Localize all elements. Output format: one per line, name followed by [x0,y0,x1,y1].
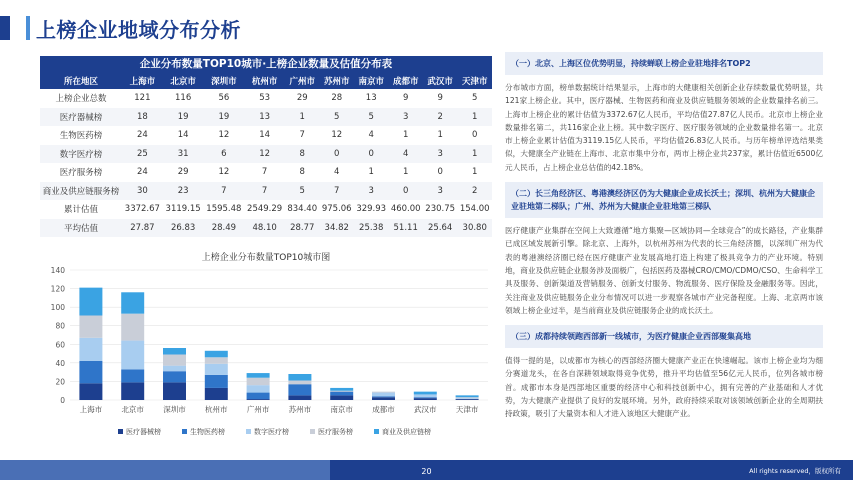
table-cell: 1 [423,126,457,145]
bar-segment [79,316,102,338]
table-cell: 28.77 [285,219,319,238]
x-tick-label: 成都市 [372,405,395,414]
bar-segment [247,393,270,400]
bar-segment [163,382,186,400]
table-cell: 24 [122,163,163,182]
table-cell: 3119.15 [163,200,204,219]
bar-segment [288,395,311,400]
table-cell: 4 [319,163,353,182]
section-2-body: 医疗健康产业集群在空间上大致遵循“地方集聚—区域协同—全球竞合”的成长路径，产业集群已成区域发展新引擎。除北京、上海外，以杭州苏州为代表的长三角经济圈，以深圳广州为代表的粤港澳经济圈已经在医疗健康产业发展高地打造上构建了极具竞争力的产业环境。特别地，商业及供应链企业服务涉及面极广，包括医药及器械CRO/CMO/CDMO/CSO、生命科学工具及服务、创新渠道及营销服务、创新支付服务、物流服务、医疗保险及金融服务等。因此，关注商业及供应链服务企业分布情况可以进一步观察各城市产业完备程度。上海、北京两市该领域上榜企业过半，是当前商业及供应链服务企业的成长沃土。 [505,226,823,315]
table-row-label: 数字医疗榜 [40,145,122,164]
x-tick-label: 北京市 [121,405,144,414]
table-row [40,108,492,127]
table-cell: 460.00 [388,200,422,219]
y-tick-label: 120 [50,284,65,294]
stacked-bar-chart [40,262,492,462]
section-3 [505,325,823,428]
bar-segment [288,374,311,381]
table-cell: 7 [319,182,353,201]
table-cell: 13 [244,108,285,127]
table-cell: 7 [244,163,285,182]
bar-segment [330,391,353,392]
legend-label: 商业及供应链榜 [382,428,431,436]
page-title: 上榜企业地域分布分析 [36,18,241,42]
bar-segment [456,398,479,399]
y-tick-label: 60 [55,340,65,350]
bar-segment [79,288,102,316]
table-row [40,163,492,182]
page-number: 20 [421,467,432,476]
table-cell: 0 [457,126,492,145]
bar-segment [288,381,311,385]
table-cell: 329.93 [354,200,388,219]
table-row-label: 商业及供应链服务榜 [40,182,122,201]
table-cell: 4 [354,126,388,145]
table-cell: 19 [204,108,245,127]
legend-swatch [118,429,123,434]
table-cell: 0 [423,163,457,182]
table-cell: 9 [423,89,457,108]
table-cell: 975.06 [319,200,353,219]
table-cell: 1 [388,126,422,145]
table-cell: 3 [423,145,457,164]
table-cell: 2 [457,182,492,201]
table-cell: 25.64 [423,219,457,238]
bar-segment [121,382,144,400]
bar-segment [205,357,228,364]
bar-segment [456,399,479,400]
bar-segment [205,364,228,375]
legend-swatch [310,429,315,434]
analysis-column [505,52,823,429]
table-cell: 13 [354,89,388,108]
table-cell: 5 [319,108,353,127]
section-1 [505,52,823,182]
legend-swatch [246,429,251,434]
bar-segment [372,392,395,393]
table-cell: 7 [285,126,319,145]
table-cell: 1595.48 [204,200,245,219]
x-tick-label: 武汉市 [414,405,437,414]
table-row-label: 生物医药榜 [40,126,122,145]
bar-segment [121,341,144,370]
table-cell: 834.40 [285,200,319,219]
bar-segment [330,388,353,391]
table-cell: 14 [244,126,285,145]
table-cell: 19 [163,108,204,127]
table-cell: 1 [354,163,388,182]
table-cell: 23 [163,182,204,201]
table-cell: 30 [122,182,163,201]
table-cell: 6 [204,145,245,164]
table-cell: 25 [122,145,163,164]
table-cell: 3 [423,182,457,201]
bar-segment [205,388,228,400]
table-cell: 5 [457,89,492,108]
table-header-city: 深圳市 [204,73,245,89]
table-cell: 34.82 [319,219,353,238]
bar-segment [163,371,186,382]
table-header-city: 杭州市 [244,73,285,89]
x-tick-label: 天津市 [455,405,479,414]
table-body [40,89,492,237]
table-row-label: 医疗器械榜 [40,108,122,127]
x-tick-label: 深圳市 [163,405,186,414]
table-header-city: 成都市 [388,73,422,89]
legend-label: 数字医疗榜 [254,428,289,436]
table-cell: 14 [163,126,204,145]
table-cell: 25.38 [354,219,388,238]
bar-segment [121,292,144,313]
table-header-city: 上海市 [122,73,163,89]
table-cell: 0 [319,145,353,164]
x-tick-label: 杭州市 [205,405,228,414]
table-cell: 48.10 [244,219,285,238]
table-cell: 4 [388,145,422,164]
table-title: 企业分布数量TOP10城市·上榜企业数量及估值分布表 [40,56,492,73]
table-cell: 7 [204,182,245,201]
table-cell: 24 [122,126,163,145]
table-cell: 8 [285,145,319,164]
bar-segment [247,378,270,385]
x-tick-label: 南京市 [330,405,353,414]
table-cell: 12 [204,126,245,145]
bar-segment [121,369,144,382]
title-bar-block [0,16,10,40]
bar-segment [456,397,479,398]
table-cell: 26.83 [163,219,204,238]
table-header-region: 所在地区 [40,73,122,89]
rights-notice: All rights reserved，版权所有 [749,467,841,475]
bar-segment [247,399,270,400]
bar-segment [414,392,437,395]
table-row [40,182,492,201]
table-cell: 3372.67 [122,200,163,219]
legend-label: 生物医药榜 [190,428,225,436]
table-row [40,89,492,108]
table-cell: 116 [163,89,204,108]
table-cell: 29 [163,163,204,182]
table-cell: 1 [388,163,422,182]
bar-segment [288,384,311,395]
table-header-city: 天津市 [457,73,492,89]
bar-segment [247,373,270,378]
table-row-label: 累计估值 [40,200,122,219]
bar-segment [372,396,395,397]
title-accent-bar [26,16,30,40]
table-cell: 1 [457,145,492,164]
bar-segment [163,366,186,372]
y-tick-label: 20 [55,377,65,387]
bar-segment [372,397,395,400]
bar-segment [79,361,102,383]
table-cell: 230.75 [423,200,457,219]
bar-segment [414,394,437,397]
bar-segment [414,398,437,400]
table-cell: 8 [285,163,319,182]
section-1-body: 分布城市方面，榜单数据统计结果显示，上海市的大健康相关创新企业存续数量优势明显，共121家上榜企业。其中，医疗器械、生物医药和商业及供应链服务领域的企业数量排名前三。上海市上榜企业的累计估值为3372.67亿人民币，平均估值27.87亿人民币。北京市上榜企业数量排名第二，共116家企业上榜。其中数字医疗、医疗服务领域的企业数量排名第一。北京市上榜企业累计估值为3119.15亿人民币，平均估值26.83亿人民币。与历年榜单评选结果类似，大健康全产业链在上海市、北京市集中分布，两市上榜企业共237家，累计估值近6500亿元人民币，占上榜企业总估值的42.18%。 [505,83,823,172]
bar-segment [456,395,479,397]
distribution-table-panel [40,56,492,237]
section-2 [505,182,823,325]
table-cell: 12 [319,126,353,145]
table-row-label: 平均估值 [40,219,122,238]
table-header-city: 广州市 [285,73,319,89]
bar-segment [79,383,102,400]
y-tick-label: 100 [50,303,65,313]
table-cell: 2549.29 [244,200,285,219]
table-row-label: 医疗服务榜 [40,163,122,182]
table-cell: 51.11 [388,219,422,238]
table-cell: 9 [388,89,422,108]
chart-title: 上榜企业分布数量TOP10城市图 [201,253,331,263]
table-header-city: 南京市 [354,73,388,89]
bar-segment [247,385,270,392]
legend-label: 医疗服务榜 [318,428,353,436]
table-cell: 0 [354,145,388,164]
table-cell: 28.49 [204,219,245,238]
y-tick-label: 140 [50,266,65,275]
bar-segment [330,392,353,396]
table-cell: 53 [244,89,285,108]
table-row [40,200,492,219]
table-cell: 5 [285,182,319,201]
table-header-row [40,73,492,89]
table-cell: 12 [204,163,245,182]
x-tick-label: 苏州市 [288,405,312,414]
x-tick-label: 广州市 [246,405,270,414]
table-cell: 12 [244,145,285,164]
table-cell: 3 [354,182,388,201]
table-cell: 56 [204,89,245,108]
table-header-city: 北京市 [163,73,204,89]
bar-segment [414,397,437,398]
table-cell: 5 [354,108,388,127]
table-cell: 7 [244,182,285,201]
table-row [40,126,492,145]
bar-segment [121,314,144,341]
table-cell: 1 [285,108,319,127]
table-cell: 18 [122,108,163,127]
table-row [40,219,492,238]
table-header-city: 苏州市 [319,73,353,89]
table-cell: 3 [388,108,422,127]
bar-segment [205,351,228,358]
y-tick-label: 0 [60,396,65,405]
table-cell: 30.80 [457,219,492,238]
bar-segment [330,395,353,400]
table-cell: 27.87 [122,219,163,238]
bar-segment [372,393,395,397]
table-cell: 2 [423,108,457,127]
bar-segment [79,338,102,361]
table-row-label: 上榜企业总数 [40,89,122,108]
bar-segment [163,355,186,366]
table-cell: 154.00 [457,200,492,219]
y-tick-label: 80 [55,321,65,331]
section-3-heading: （三）成都持续领跑西部新一线城市，为医疗健康企业西部聚集高地 [505,325,823,348]
section-3-body: 值得一提的是，以成都市为核心的西部经济圈大健康产业正在快速崛起。该市上榜企业均为细分赛道龙头，在各自深耕领域取得竞争优势，推升平均估值至56亿元人民币，位列各城市榜首。成都市本身是西部地区重要的经济中心和科技创新中心，拥有完善的产业基础和人才优势，为大健康产业提供了良好的发展环境。另外，政府持续采取对该领域创新企业的全周期扶持政策，吸引了大量资本和人才进入该地区大健康产业。 [505,356,823,419]
x-tick-label: 上海市 [79,405,103,414]
table-cell: 31 [163,145,204,164]
section-1-heading: （一）北京、上海区位优势明显，持续蝉联上榜企业驻地排名TOP2 [505,52,823,75]
table-cell: 121 [122,89,163,108]
table-cell: 28 [319,89,353,108]
section-2-heading: （二）长三角经济区、粤港澳经济区仍为大健康企业成长沃土；深圳、杭州为大健康企业驻地第二梯队；广州、苏州为大健康企业驻地第三梯队 [505,182,823,218]
table-cell: 1 [457,163,492,182]
legend-swatch [374,429,379,434]
bar-segment [163,348,186,355]
legend-swatch [182,429,187,434]
y-tick-label: 40 [55,358,65,368]
table-row [40,145,492,164]
bar-segment [205,375,228,388]
table-cell: 1 [457,108,492,127]
table-cell: 29 [285,89,319,108]
table-header-city: 武汉市 [423,73,457,89]
legend-label: 医疗器械榜 [126,428,161,436]
table-cell: 0 [388,182,422,201]
distribution-table [40,73,492,237]
